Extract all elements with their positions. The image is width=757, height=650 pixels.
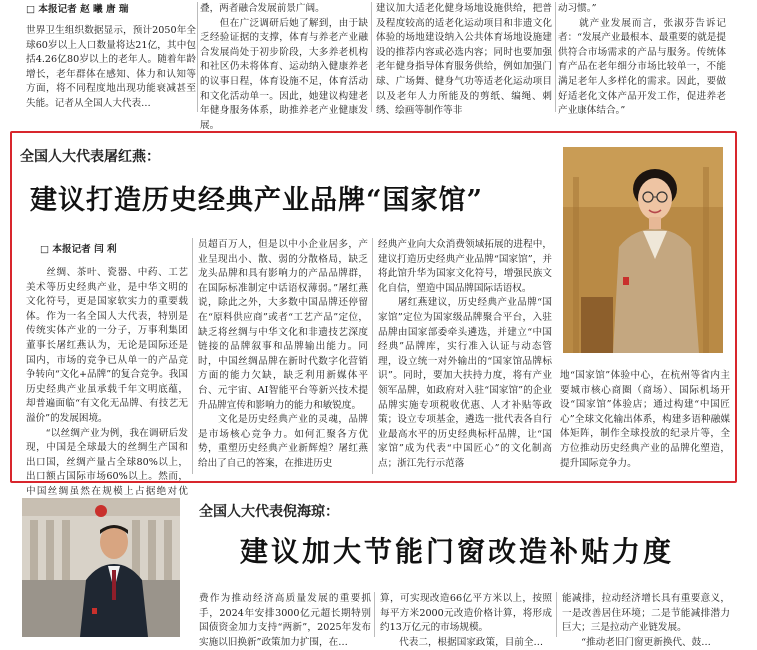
column-divider — [197, 2, 198, 112]
column-divider — [192, 238, 193, 474]
column-divider — [371, 2, 372, 112]
feature-column-4: 地“国家馆”体验中心，在杭州等省内主要城市核心商圈（商场）、国际机场开设“国家馆”体验店；通过构建“中国匠心”全球文化输出体系，构建多语种融媒体矩阵，制作全球投放的纪录片等，全方位推动历史经典产业的品牌化塑造，提升国际竞争力。 — [560, 370, 730, 469]
top-column-3: 建议加大适老化健身场地设施供给，把普及程度较高的适老化运动项目和非遗文化体验的场地建设纳入公共体育场地设施建设的推荐内容或必选内容；同时也要加强老年健身指导体育服务供给，例如加强门球、广场舞、健身气功等适老化运动项目以及老年人力所能及的剪纸、编绳、刺绣、绘画等制作等非 — [376, 3, 552, 117]
top-column-4: 动习惯。” 就产业发展而言，张淑芬告诉记者：“发展产业最根本、最重要的就是提供符合市场需求的产品与服务。传统体育产品在老年细分市场比较单一，不能满足老年人多样化的需求。因此，要做好适老化文体产品开发工作，促进养老产业康体结合。” — [558, 3, 726, 117]
hall-portrait-illustration — [22, 498, 180, 637]
feature-column-3: 经典产业向大众消费领域拓展的进程中，建议打造历史经典产业品牌“国家馆”，并将此馆升华为国家文化符号，增强民族文化自信，塑造中国品牌国际话语权。 屠红燕建议，历史经典产业品牌“国家馆”定位为国家级品牌聚合平台，入驻品牌由国家部委牵头遴选，并建立“中国经典”品牌库，实行准入认证与动态管理，设立统一对外输出的“国家馆品牌标识”。同时，要加大扶持力度，将有产业领军品牌，如政府对入驻“国家馆”的企业品牌实施专项税收优惠、人才补贴等政策；设立专项基金，遴选一批代表各自行业最高水平的历史经典标杆品牌，让“国家馆”成为代表“中国匠心”的文化制高点；浙江先行示范落 — [378, 239, 552, 469]
feature-kicker: 全国人大代表屠红燕： — [20, 149, 160, 165]
portrait-photo-tu-hongyan — [563, 147, 723, 353]
column-divider — [374, 592, 375, 637]
feature-column-1: 丝绸、茶叶、瓷器、中药、工艺美术等历史经典产业，是中华文明的文化符号，更是国家软实力的重要载体。作为一名全国人大代表，特别是传统实体产业的一分子，万事利集团董事长屠红燕认为，无论是国际还是国内，市场的竞争已从单一的产品竞争转向“文化+品牌”的复合竞争。我国历史经典产业虽承载千年文明底蕴，却普遍面临“有文化无品牌、有技艺无溢价”的发展困境。 “以丝绸产业为例，我在调研后发现，中国是全球最大的丝绸生产国和出口国，丝绸产量占全球80%以上，出口额占国际市场60%以上。然而，中国丝绸虽然在规模上占据绝对优 — [26, 267, 188, 497]
bottom-column-3: 能减排，拉动经济增长具有重要意义，一是改善居住环境；二是节能减排潜力巨大；三是拉动产业链发展。 “推动老旧门窗更新换代、鼓… — [562, 593, 730, 648]
portrait-photo-ni-haiqiong — [22, 498, 180, 637]
feature-column-2: 员超百万人，但是以中小企业居多，产业呈现出小、散、弱的分散格局，缺乏龙头品牌和具有影响力的产品品牌群，在国际标准制定中话语权薄弱。”屠红燕说，除此之外，大多数中国品牌还停留在“原料供应商”或者“工艺产品”定位，缺乏将丝绸与中华文化和非遗技艺深度链接的品牌叙事和品牌输出能力。同时，中国丝绸品牌在新时代数字化营销方面的能力欠缺，缺乏利用新媒体平台、元宇宙、AI智能平台等新兴技术提升品牌宣传和影响力的能力和敏锐度。 文化是历史经典产业的灵魂，品牌是市场核心竞争力。如何汇聚各方优势，重塑历史经典产业新辉煌？屠红燕给出了自己的答案，在推进历史 — [198, 239, 368, 469]
column-divider — [556, 592, 557, 637]
bottom-column-2: 算，可实现改造66亿平方米以上，按照每平方米2000元改造价格计算，将形成约13万亿元的市场规模。 代表二，根据国家政策，目前全… — [380, 593, 552, 648]
column-divider — [372, 238, 373, 474]
top-column-2: 叠，两者融合发展前景广阔。 但在广泛调研后她了解到，由于缺乏经验证据的支撑，体育与养老产业融合发展尚处于初步阶段，大多养老机构和社区仍未将体育、运动纳入健康养老的议事日程，体育设施不足，体育活动和文化活动单一。因此，她建议构建老年健身服务体系，助推养老产业健康发展。 — [200, 3, 368, 131]
bottom-column-1: 费作为推动经济高质量发展的重要抓手，2024年安排3000亿元超长期特别国债资金加力支持“两新”，2025年发布实施以旧换新”政策加力扩围，在… — [199, 593, 371, 648]
feature-byline: □ 本报记者 闫 利 — [40, 244, 117, 255]
top-byline: □ 本报记者 赵 曦 唐 瑞 — [26, 4, 129, 15]
top-column-1: 世界卫生组织数据显示，预计2050年全球60岁以上人口数量将达21亿，其中包括4.26亿80岁以上的老年人。随着年龄增长，老年群体在感知、体力和认知等方面，将不同程度地出现功能衰减甚至失能。记者从全国人大代表… — [26, 25, 196, 109]
bottom-headline: 建议加大节能门窗改造补贴力度 — [240, 535, 675, 568]
bottom-kicker: 全国人大代表倪海琼： — [199, 504, 339, 520]
portrait-illustration — [563, 147, 723, 353]
feature-headline: 建议打造历史经典产业品牌“国家馆” — [30, 185, 484, 216]
column-divider — [555, 2, 556, 112]
